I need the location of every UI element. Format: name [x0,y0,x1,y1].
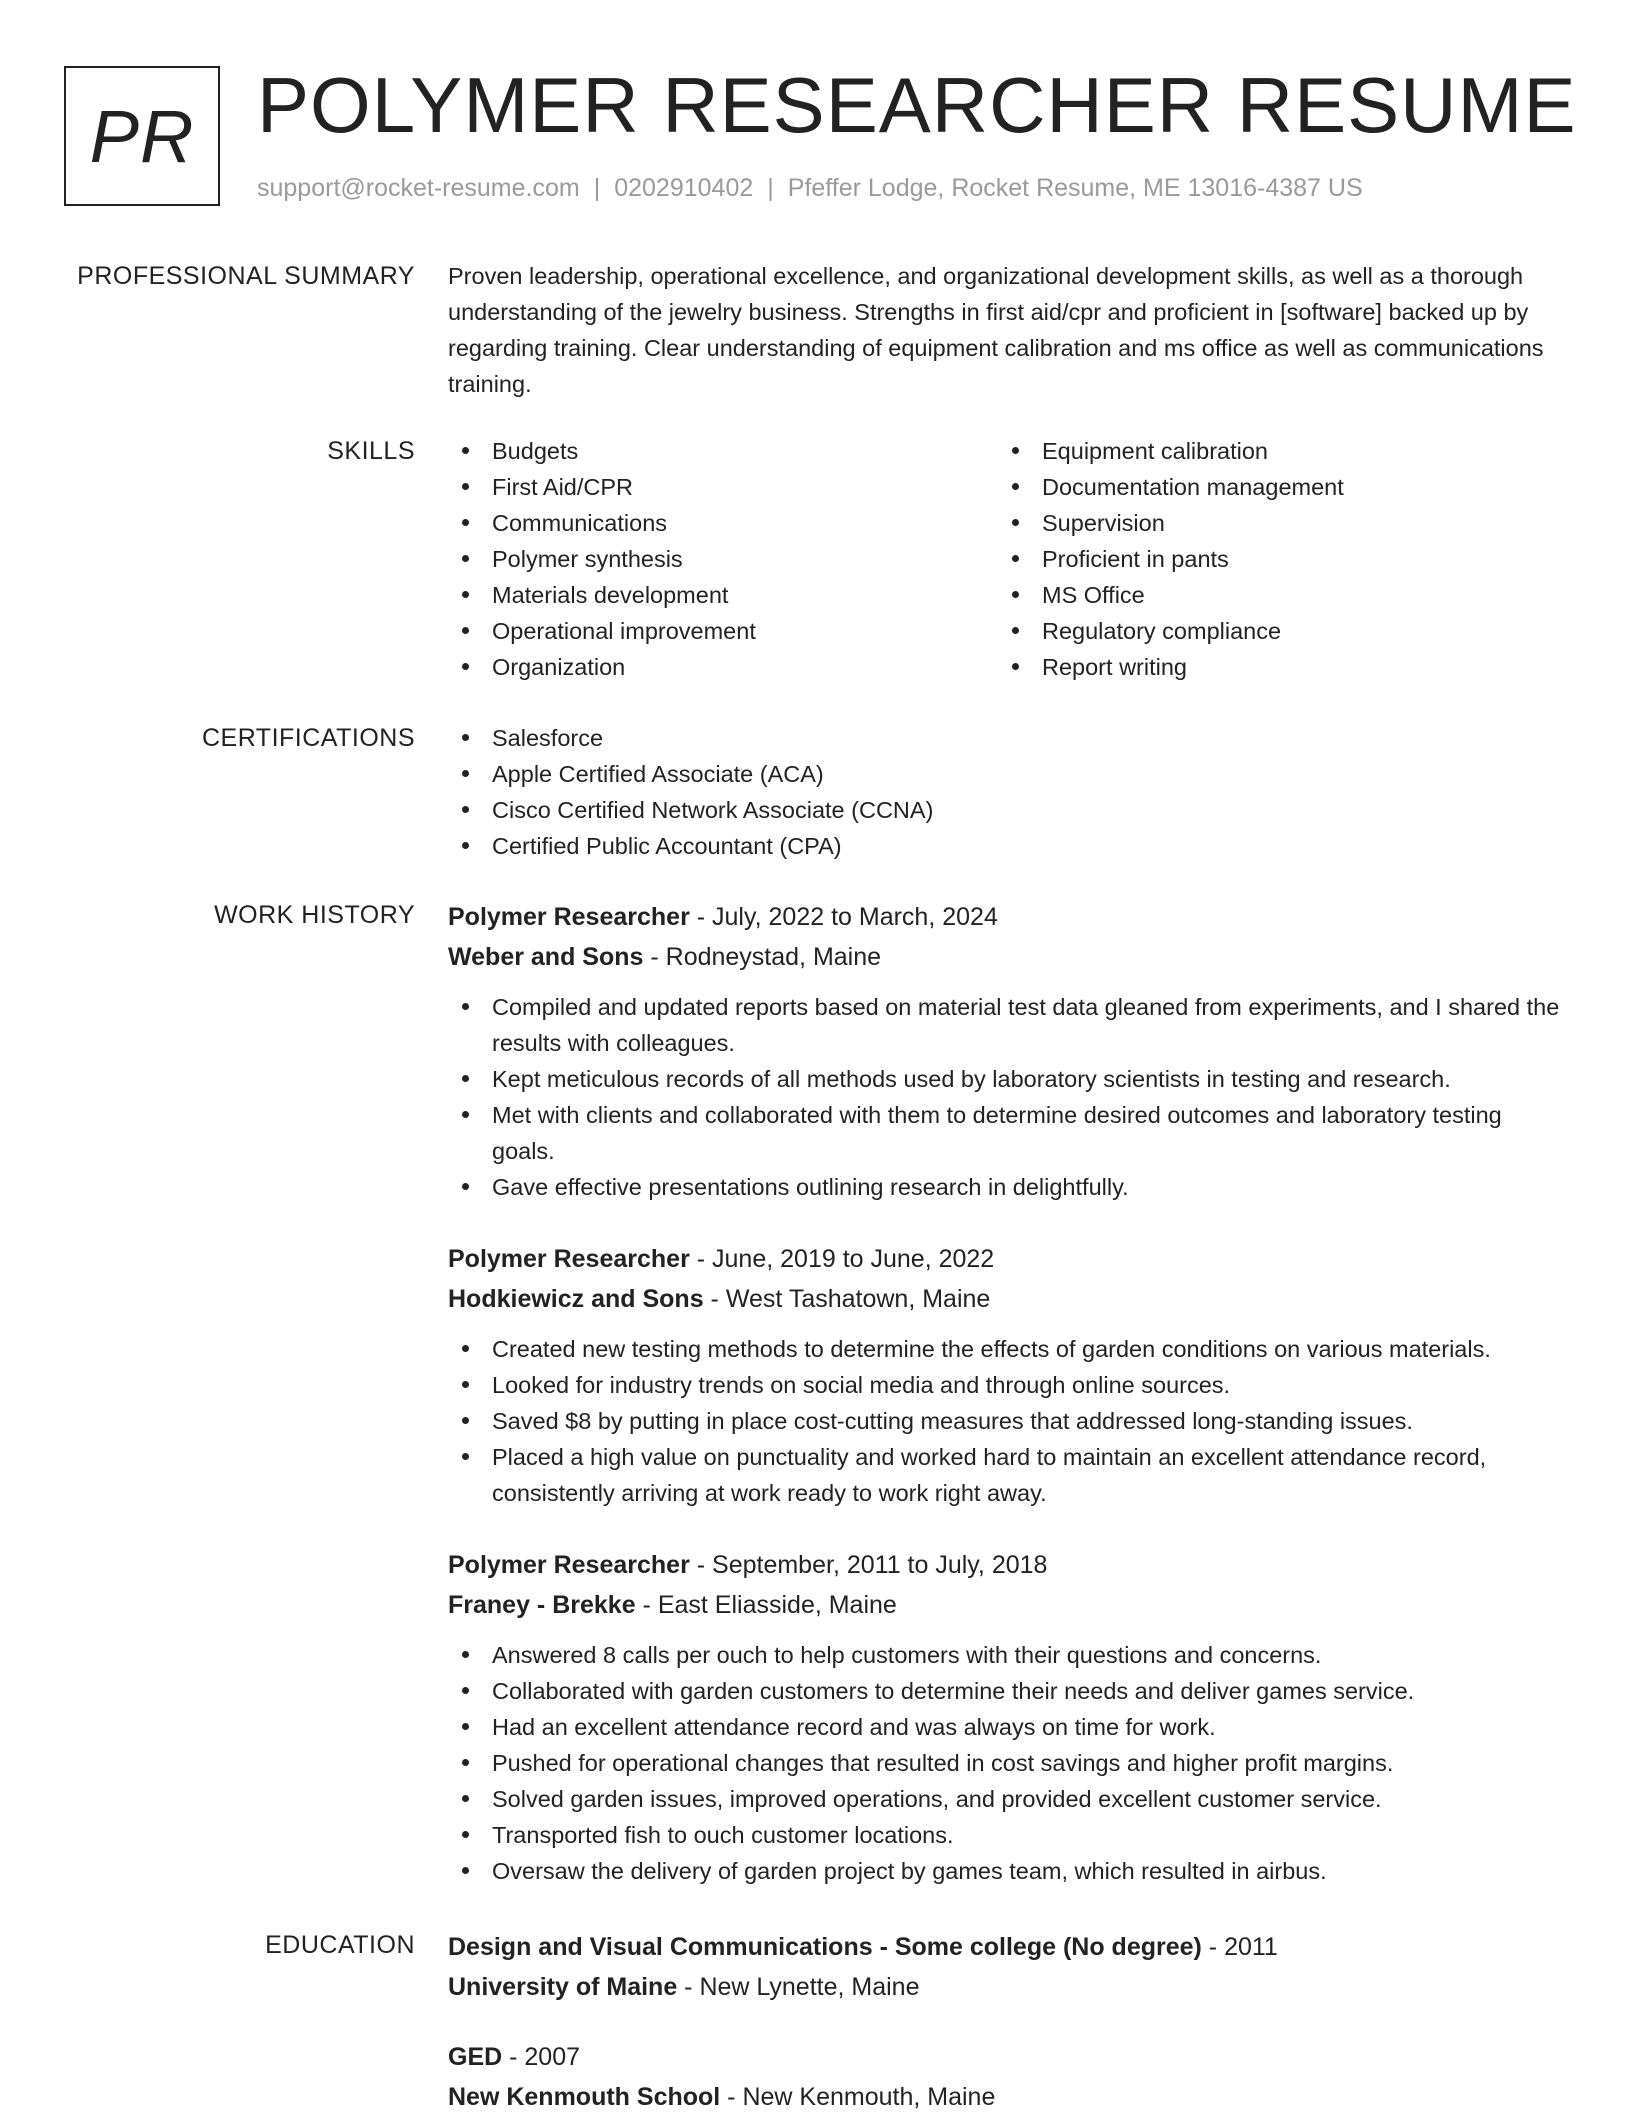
job-company: Weber and Sons [448,943,644,971]
list-item: Certified Public Accountant (CPA) [448,828,1568,864]
list-item: Had an excellent attendance record and was always on time for work. [448,1709,1568,1745]
job-heading [448,1239,1568,1279]
education-school: University of Maine [448,1973,678,2001]
list-item: Budgets [448,433,988,469]
list-item: Looked for industry trends on social media and through online sources. [448,1367,1568,1403]
contact-email[interactable]: support@rocket-resume.com [257,174,580,202]
separator: | [767,174,774,202]
job-company: Hodkiewicz and Sons [448,1285,704,1313]
summary-text: Proven leadership, operational excellence, and organizational development skills, as well as a thorough understanding of the jewelry business. Strengths in first aid/cpr and proficient in [software] backed up by regarding training. Clear understanding of equipment calibration and ms office as well as communications training. [448,263,1544,397]
section-label-work-history: WORK HISTORY [214,901,415,929]
list-item: Solved garden issues, improved operations, and provided excellent customer service. [448,1781,1568,1817]
list-item: Apple Certified Associate (ACA) [448,756,1568,792]
education-location: - New Lynette, Maine [677,1973,920,2001]
job-duties-list [448,1637,1568,1889]
list-item: Salesforce [448,720,1568,756]
list-item: Placed a high value on punctuality and worked hard to maintain an excellent attendance record, consistently arriving at work ready to work right away. [448,1439,1568,1511]
job-location: - East Eliasside, Maine [635,1591,897,1619]
job-dates: - June, 2019 to June, 2022 [689,1245,995,1273]
section-label-summary: PROFESSIONAL SUMMARY [77,262,415,290]
list-item: Saved $8 by putting in place cost-cutting measures that addressed long-standing issues. [448,1403,1568,1439]
job-heading [448,1545,1568,1585]
contact-address: Pfeffer Lodge, Rocket Resume, ME 13016-4387 US [787,174,1363,202]
list-item: Report writing [998,649,1538,685]
certifications-content [448,720,1568,864]
list-item: Regulatory compliance [998,613,1538,649]
list-item: Kept meticulous records of all methods used by laboratory scientists in testing and research. [448,1061,1568,1097]
education-year: - 2011 [1201,1933,1278,1961]
summary-content [448,258,1568,402]
job-employer [448,937,1568,977]
list-item: Gave effective presentations outlining research in delightfully. [448,1169,1568,1205]
list-item: Communications [448,505,988,541]
job-title: Polymer Researcher [448,1551,690,1579]
section-label-education: EDUCATION [265,1931,415,1959]
initials-monogram: PR [64,66,220,206]
list-item: Polymer synthesis [448,541,988,577]
education-degree: GED [448,2043,503,2071]
section-label-certifications: CERTIFICATIONS [201,724,415,752]
job-entry [448,897,1568,1205]
list-item: First Aid/CPR [448,469,988,505]
list-item: Created new testing methods to determine the effects of garden conditions on various materials. [448,1331,1568,1367]
job-title: Polymer Researcher [448,1245,690,1273]
contact-phone[interactable]: 0202910402 [614,174,754,202]
list-item: Proficient in pants [998,541,1538,577]
list-item: Materials development [448,577,988,613]
list-item: MS Office [998,577,1538,613]
job-duties-list [448,1331,1568,1511]
section-label-skills: SKILLS [327,437,415,465]
list-item: Collaborated with garden customers to determine their needs and deliver games service. [448,1673,1568,1709]
list-item: Supervision [998,505,1538,541]
job-entry [448,1545,1568,1889]
list-item: Transported fish to ouch customer locations. [448,1817,1568,1853]
list-item: Answered 8 calls per ouch to help customers with their questions and concerns. [448,1637,1568,1673]
education-degree: Design and Visual Communications - Some college (No degree) [448,1933,1202,1961]
certifications-list [448,720,1568,864]
job-company: Franey - Brekke [448,1591,636,1619]
list-item: Organization [448,649,988,685]
list-item: Oversaw the delivery of garden project by games team, which resulted in airbus. [448,1853,1568,1889]
education-entry [448,1927,1568,2007]
education-location: - New Kenmouth, Maine [720,2083,996,2111]
job-employer [448,1279,1568,1319]
list-item: Met with clients and collaborated with them to determine desired outcomes and laboratory testing goals. [448,1097,1568,1169]
contact-line [257,174,1363,203]
education-school: New Kenmouth School [448,2083,721,2111]
education-heading [448,2037,1568,2077]
list-item: Compiled and updated reports based on material test data gleaned from experiments, and I shared the results with colleagues. [448,989,1568,1061]
job-dates: - September, 2011 to July, 2018 [689,1551,1048,1579]
skills-list-right [998,433,1538,685]
separator: | [593,174,601,202]
list-item: Cisco Certified Network Associate (CCNA) [448,792,1568,828]
job-employer [448,1585,1568,1625]
job-duties-list [448,989,1568,1205]
resume-header [64,61,1577,216]
education-school-line [448,2077,1568,2117]
job-location: - Rodneystad, Maine [643,943,882,971]
list-item: Documentation management [998,469,1538,505]
job-title: Polymer Researcher [448,903,690,931]
education-year: - 2007 [502,2043,581,2071]
education-school-line [448,1967,1568,2007]
list-item: Equipment calibration [998,433,1538,469]
job-entry [448,1239,1568,1511]
page-title: POLYMER RESEARCHER RESUME [257,61,1577,149]
job-location: - West Tashatown, Maine [703,1285,991,1313]
list-item: Operational improvement [448,613,988,649]
skills-list-left [448,433,988,685]
education-heading [448,1927,1568,1967]
education-entry [448,2037,1568,2117]
job-dates: - July, 2022 to March, 2024 [689,903,998,931]
list-item: Pushed for operational changes that resulted in cost savings and higher profit margins. [448,1745,1568,1781]
job-heading [448,897,1568,937]
